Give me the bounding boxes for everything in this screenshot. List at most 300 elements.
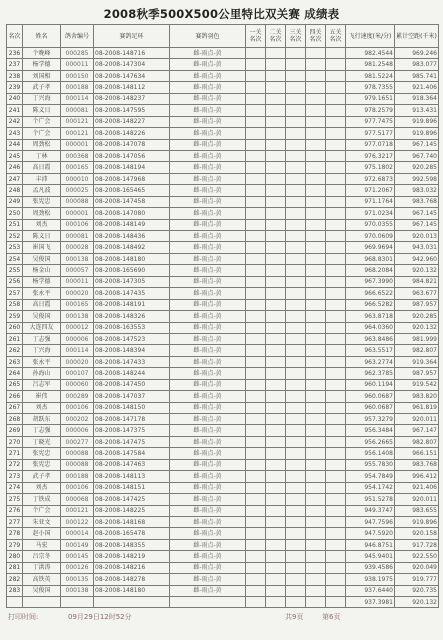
column-header-stage1-rank: 一关名次 (246, 25, 266, 48)
speed-cell: 978.2579 (346, 105, 395, 116)
ring-cell: 08-2008-147463 (94, 459, 170, 470)
feather-cell: 雌-雨点-黄 (170, 448, 246, 459)
stage-rank-cell (266, 597, 286, 608)
rank-cell: 262 (7, 345, 23, 356)
rank-cell: 276 (7, 505, 23, 516)
stage-rank-cell (306, 368, 326, 379)
distance-cell: 920.285 (395, 311, 439, 322)
stage-rank-cell (306, 539, 326, 550)
column-header-loft-id: 鸽舍编号 (61, 25, 94, 48)
stage-rank-cell (286, 414, 306, 425)
rank-cell: 247 (7, 173, 23, 184)
distance-cell: 919.896 (395, 516, 439, 527)
stage-rank-cell (306, 253, 326, 264)
feather-cell: 雌-雨点-黄 (170, 368, 246, 379)
distance-cell: 967.145 (395, 219, 439, 230)
name-cell: 丁兴海 (23, 93, 61, 104)
ring-cell: 08-2008-148113 (94, 471, 170, 482)
stage-rank-cell (286, 231, 306, 242)
stage-rank-cell (246, 82, 266, 93)
stage-rank-cell (286, 425, 306, 436)
stage-rank-cell (326, 379, 346, 390)
distance-cell: 920.132 (395, 322, 439, 333)
stage-rank-cell (326, 231, 346, 242)
name-cell: 孟凡波 (23, 185, 61, 196)
table-row (7, 116, 439, 127)
stage-rank-cell (326, 505, 346, 516)
feather-cell: 雌-雨点-黄 (170, 173, 246, 184)
feather-cell: 雌-雨点-黄 (170, 494, 246, 505)
stage-rank-cell (286, 402, 306, 413)
loft-id-cell: 000088 (61, 448, 94, 459)
rank-cell: 280 (7, 551, 23, 562)
stage-rank-cell (306, 391, 326, 402)
name-cell: 陈义日 (23, 231, 61, 242)
speed-cell: 963.8486 (346, 333, 395, 344)
distance-cell: 921.406 (395, 482, 439, 493)
name-cell: 崔国飞 (23, 242, 61, 253)
stage-rank-cell (326, 116, 346, 127)
results-table (6, 24, 439, 608)
speed-cell: 977.0718 (346, 139, 395, 150)
stage-rank-cell (266, 162, 286, 173)
ring-cell: 08-2008-148180 (94, 253, 170, 264)
loft-id-cell: 000081 (61, 105, 94, 116)
loft-id-cell: 000135 (61, 574, 94, 585)
feather-cell: 雌-雨点-黄 (170, 585, 246, 596)
stage-rank-cell (286, 356, 306, 367)
stage-rank-cell (266, 505, 286, 516)
stage-rank-cell (246, 368, 266, 379)
table-row (7, 162, 439, 173)
stage-rank-cell (326, 436, 346, 447)
stage-rank-cell (326, 139, 346, 150)
distance-cell: 983.032 (395, 185, 439, 196)
loft-id-cell: 000149 (61, 539, 94, 550)
stage-rank-cell (286, 597, 306, 608)
stage-rank-cell (306, 379, 326, 390)
total-pages: 共9页 (285, 613, 304, 621)
table-row (7, 574, 439, 585)
table-row (7, 311, 439, 322)
stage-rank-cell (326, 528, 346, 539)
rank-cell: 275 (7, 494, 23, 505)
rank-cell: 248 (7, 185, 23, 196)
stage-rank-cell (326, 173, 346, 184)
stage-rank-cell (306, 585, 326, 596)
stage-rank-cell (326, 356, 346, 367)
name-cell: 武子孝 (23, 82, 61, 93)
speed-cell: 947.7596 (346, 516, 395, 527)
stage-rank-cell (326, 425, 346, 436)
feather-cell: 雌-雨点-黄 (170, 265, 246, 276)
rank-cell: 283 (7, 585, 23, 596)
name-cell: 张宪忠 (23, 448, 61, 459)
stage-rank-cell (326, 448, 346, 459)
feather-cell: 雌-雨点-黄 (170, 196, 246, 207)
ring-cell: 08-2008-148112 (94, 82, 170, 93)
speed-cell: 962.3785 (346, 368, 395, 379)
stage-rank-cell (306, 288, 326, 299)
stage-rank-cell (286, 173, 306, 184)
speed-cell: 957.3279 (346, 414, 395, 425)
stage-rank-cell (306, 150, 326, 161)
loft-id-cell: 000121 (61, 505, 94, 516)
speed-cell: 964.0360 (346, 322, 395, 333)
stage-rank-cell (306, 231, 326, 242)
table-row (7, 93, 439, 104)
feather-cell: 雌-雨点-黄 (170, 93, 246, 104)
feather-cell: 雌-雨点-黄 (170, 345, 246, 356)
speed-cell: 966.5282 (346, 299, 395, 310)
feather-cell: 雌-雨点-黄 (170, 333, 246, 344)
stage-rank-cell (246, 516, 266, 527)
stage-rank-cell (306, 276, 326, 287)
distance-cell: 919.364 (395, 356, 439, 367)
rank-cell: 274 (7, 482, 23, 493)
loft-id-cell: 000020 (61, 288, 94, 299)
distance-cell: 967.145 (395, 139, 439, 150)
feather-cell: 雌-雨点-黄 (170, 128, 246, 139)
stage-rank-cell (286, 471, 306, 482)
stage-rank-cell (306, 482, 326, 493)
stage-rank-cell (286, 185, 306, 196)
stage-rank-cell (326, 459, 346, 470)
name-cell: 丁林 (23, 150, 61, 161)
ring-cell: 08-2008-165690 (94, 265, 170, 276)
feather-cell: 雌-雨点-黄 (170, 356, 246, 367)
stage-rank-cell (306, 105, 326, 116)
stage-rank-cell (326, 82, 346, 93)
stage-rank-cell (306, 299, 326, 310)
speed-cell: 938.1975 (346, 574, 395, 585)
stage-rank-cell (266, 185, 286, 196)
loft-id-cell: 000106 (61, 219, 94, 230)
name-cell: 张宪忠 (23, 196, 61, 207)
feather-cell: 雌-雨点-黄 (170, 48, 246, 59)
rank-cell: 251 (7, 219, 23, 230)
loft-id-cell: 000138 (61, 253, 94, 264)
ring-cell: 08-2008-147450 (94, 379, 170, 390)
loft-id-cell: 000145 (61, 551, 94, 562)
table-row (7, 139, 439, 150)
speed-cell: 963.2774 (346, 356, 395, 367)
name-cell: 吴俊国 (23, 253, 61, 264)
loft-id-cell: 000057 (61, 265, 94, 276)
distance-cell: 984.821 (395, 276, 439, 287)
feather-cell: 雌-雨点-黄 (170, 253, 246, 264)
name-cell: 丁志强 (23, 333, 61, 344)
stage-rank-cell (266, 516, 286, 527)
stage-rank-cell (306, 219, 326, 230)
loft-id-cell: 000001 (61, 208, 94, 219)
loft-id-cell: 000011 (61, 59, 94, 70)
loft-id-cell: 000010 (61, 173, 94, 184)
stage-rank-cell (286, 116, 306, 127)
stage-rank-cell (326, 93, 346, 104)
stage-rank-cell (246, 93, 266, 104)
loft-id-cell: 000012 (61, 322, 94, 333)
ring-cell: 08-2008-147584 (94, 448, 170, 459)
rank-cell: 254 (7, 253, 23, 264)
ring-cell: 08-2008-147595 (94, 105, 170, 116)
stage-rank-cell (246, 185, 266, 196)
table-row (7, 597, 439, 608)
table-row (7, 448, 439, 459)
distance-cell: 983.768 (395, 196, 439, 207)
stage-rank-cell (286, 105, 306, 116)
name-cell: 丁铁成 (23, 494, 61, 505)
stage-rank-cell (326, 208, 346, 219)
name-cell: 胡跃东 (23, 414, 61, 425)
stage-rank-cell (306, 82, 326, 93)
stage-rank-cell (246, 299, 266, 310)
table-row (7, 253, 439, 264)
stage-rank-cell (266, 288, 286, 299)
feather-cell (170, 597, 246, 608)
stage-rank-cell (326, 105, 346, 116)
stage-rank-cell (306, 436, 326, 447)
name-cell: 杨学德 (23, 59, 61, 70)
stage-rank-cell (326, 150, 346, 161)
stage-rank-cell (266, 139, 286, 150)
table-row (7, 471, 439, 482)
stage-rank-cell (286, 482, 306, 493)
speed-cell: 960.1194 (346, 379, 395, 390)
ring-cell: 08-2008-148216 (94, 562, 170, 573)
speed-cell: 967.3990 (346, 276, 395, 287)
table-row (7, 459, 439, 470)
ring-cell: 08-2008-147433 (94, 356, 170, 367)
stage-rank-cell (286, 299, 306, 310)
speed-cell: 954.7849 (346, 471, 395, 482)
stage-rank-cell (326, 482, 346, 493)
stage-rank-cell (286, 59, 306, 70)
stage-rank-cell (266, 299, 286, 310)
ring-cell: 08-2008-147304 (94, 59, 170, 70)
distance-cell: 913.431 (395, 105, 439, 116)
ring-cell: 08-2008-148237 (94, 93, 170, 104)
stage-rank-cell (246, 231, 266, 242)
distance-cell: 919.896 (395, 116, 439, 127)
loft-id-cell: 000285 (61, 48, 94, 59)
table-row (7, 551, 439, 562)
name-cell: 丁洪涛 (23, 562, 61, 573)
stage-rank-cell (326, 471, 346, 482)
name-cell: 高日霞 (23, 299, 61, 310)
stage-rank-cell (306, 562, 326, 573)
stage-rank-cell (246, 105, 266, 116)
ring-cell: 08-2008-148225 (94, 505, 170, 516)
stage-rank-cell (246, 116, 266, 127)
loft-id-cell: 000202 (61, 414, 94, 425)
loft-id-cell: 000014 (61, 528, 94, 539)
table-row (7, 185, 439, 196)
name-cell: 张宪忠 (23, 459, 61, 470)
name-cell: 马宏 (23, 539, 61, 550)
table-row (7, 368, 439, 379)
stage-rank-cell (286, 333, 306, 344)
distance-cell: 987.957 (395, 368, 439, 379)
stage-rank-cell (286, 288, 306, 299)
stage-rank-cell (246, 276, 266, 287)
rank-cell: 263 (7, 356, 23, 367)
feather-cell: 雌-雨点-黄 (170, 482, 246, 493)
feather-cell: 雌-雨点-黄 (170, 288, 246, 299)
stage-rank-cell (266, 436, 286, 447)
table-row (7, 585, 439, 596)
feather-cell: 雌-雨点-黄 (170, 414, 246, 425)
stage-rank-cell (266, 414, 286, 425)
stage-rank-cell (326, 597, 346, 608)
feather-cell: 雌-雨点-黄 (170, 379, 246, 390)
distance-cell: 996.412 (395, 471, 439, 482)
stage-rank-cell (326, 219, 346, 230)
stage-rank-cell (326, 516, 346, 527)
table-row (7, 516, 439, 527)
stage-rank-cell (306, 494, 326, 505)
stage-rank-cell (286, 562, 306, 573)
stage-rank-cell (326, 402, 346, 413)
distance-cell: 982.807 (395, 345, 439, 356)
stage-rank-cell (306, 116, 326, 127)
table-row (7, 391, 439, 402)
feather-cell: 雌-雨点-黄 (170, 299, 246, 310)
table-row (7, 59, 439, 70)
loft-id-cell: 000277 (61, 436, 94, 447)
feather-cell: 雌-雨点-黄 (170, 59, 246, 70)
speed-cell: 937.3981 (346, 597, 395, 608)
rank-cell: 271 (7, 448, 23, 459)
stage-rank-cell (246, 494, 266, 505)
rank-cell: 237 (7, 59, 23, 70)
page-title: 2008秋季500X500公里特比双关赛 成绩表 (103, 7, 340, 21)
table-row (7, 528, 439, 539)
stage-rank-cell (246, 345, 266, 356)
distance-cell: 981.999 (395, 333, 439, 344)
table-row (7, 208, 439, 219)
feather-cell: 雌-雨点-黄 (170, 231, 246, 242)
stage-rank-cell (266, 128, 286, 139)
stage-rank-cell (326, 414, 346, 425)
stage-rank-cell (286, 528, 306, 539)
stage-rank-cell (326, 59, 346, 70)
feather-cell: 雌-雨点-黄 (170, 574, 246, 585)
rank-cell: 257 (7, 288, 23, 299)
rank-cell: 250 (7, 208, 23, 219)
name-cell: 丰沛 (23, 173, 61, 184)
loft-id-cell: 000138 (61, 311, 94, 322)
stage-rank-cell (266, 562, 286, 573)
stage-rank-cell (266, 173, 286, 184)
speed-cell: 946.8751 (346, 539, 395, 550)
current-page: 第6页 (322, 613, 341, 621)
stage-rank-cell (326, 162, 346, 173)
rank-cell: 236 (7, 48, 23, 59)
stage-rank-cell (286, 48, 306, 59)
stage-rank-cell (246, 139, 266, 150)
speed-cell: 971.2067 (346, 185, 395, 196)
ring-cell: 08-2008-148194 (94, 162, 170, 173)
ring-cell: 08-2008-147475 (94, 436, 170, 447)
rank-cell: 278 (7, 528, 23, 539)
stage-rank-cell (286, 539, 306, 550)
stage-rank-cell (266, 116, 286, 127)
stage-rank-cell (266, 379, 286, 390)
rank-cell: 258 (7, 299, 23, 310)
speed-cell: 968.8301 (346, 253, 395, 264)
stage-rank-cell (266, 59, 286, 70)
stage-rank-cell (306, 414, 326, 425)
stage-rank-cell (266, 242, 286, 253)
stage-rank-cell (246, 585, 266, 596)
ring-cell: 08-2008-148326 (94, 311, 170, 322)
speed-cell: 972.6873 (346, 173, 395, 184)
rank-cell: 245 (7, 150, 23, 161)
stage-rank-cell (266, 551, 286, 562)
ring-cell: 08-2008-147078 (94, 139, 170, 150)
rank-cell: 268 (7, 414, 23, 425)
feather-cell: 雌-雨点-黄 (170, 219, 246, 230)
speed-cell: 954.1742 (346, 482, 395, 493)
stage-rank-cell (246, 59, 266, 70)
stage-rank-cell (326, 391, 346, 402)
stage-rank-cell (246, 551, 266, 562)
rank-cell: 272 (7, 459, 23, 470)
table-row (7, 48, 439, 59)
stage-rank-cell (266, 345, 286, 356)
feather-cell: 雌-雨点-黄 (170, 436, 246, 447)
feather-cell: 雌-雨点-黄 (170, 242, 246, 253)
distance-cell: 966.151 (395, 448, 439, 459)
distance-cell: 961.819 (395, 402, 439, 413)
speed-cell: 963.8718 (346, 311, 395, 322)
loft-id-cell: 000107 (61, 368, 94, 379)
stage-rank-cell (286, 574, 306, 585)
stage-rank-cell (326, 265, 346, 276)
distance-cell: 969.246 (395, 48, 439, 59)
loft-id-cell: 000121 (61, 116, 94, 127)
stage-rank-cell (246, 265, 266, 276)
loft-id-cell: 000106 (61, 402, 94, 413)
stage-rank-cell (246, 436, 266, 447)
stage-rank-cell (326, 276, 346, 287)
speed-cell: 947.5920 (346, 528, 395, 539)
stage-rank-cell (286, 436, 306, 447)
ring-cell: 08-2008-165478 (94, 528, 170, 539)
loft-id-cell: 000001 (61, 139, 94, 150)
stage-rank-cell (246, 379, 266, 390)
stage-rank-cell (286, 379, 306, 390)
stage-rank-cell (326, 574, 346, 585)
distance-cell: 920.132 (395, 265, 439, 276)
stage-rank-cell (306, 208, 326, 219)
loft-id-cell: 000188 (61, 471, 94, 482)
feather-cell: 雌-雨点-黄 (170, 311, 246, 322)
distance-cell: 920.158 (395, 528, 439, 539)
table-row (7, 219, 439, 230)
ring-cell: 08-2008-148168 (94, 516, 170, 527)
rank-cell: 277 (7, 516, 23, 527)
stage-rank-cell (286, 551, 306, 562)
stage-rank-cell (326, 288, 346, 299)
stage-rank-cell (266, 48, 286, 59)
stage-rank-cell (246, 333, 266, 344)
table-row (7, 505, 439, 516)
ring-cell: 08-2008-148394 (94, 345, 170, 356)
column-header-speed: 飞行速度(米/分) (346, 25, 395, 48)
ring-cell: 08-2008-147305 (94, 276, 170, 287)
